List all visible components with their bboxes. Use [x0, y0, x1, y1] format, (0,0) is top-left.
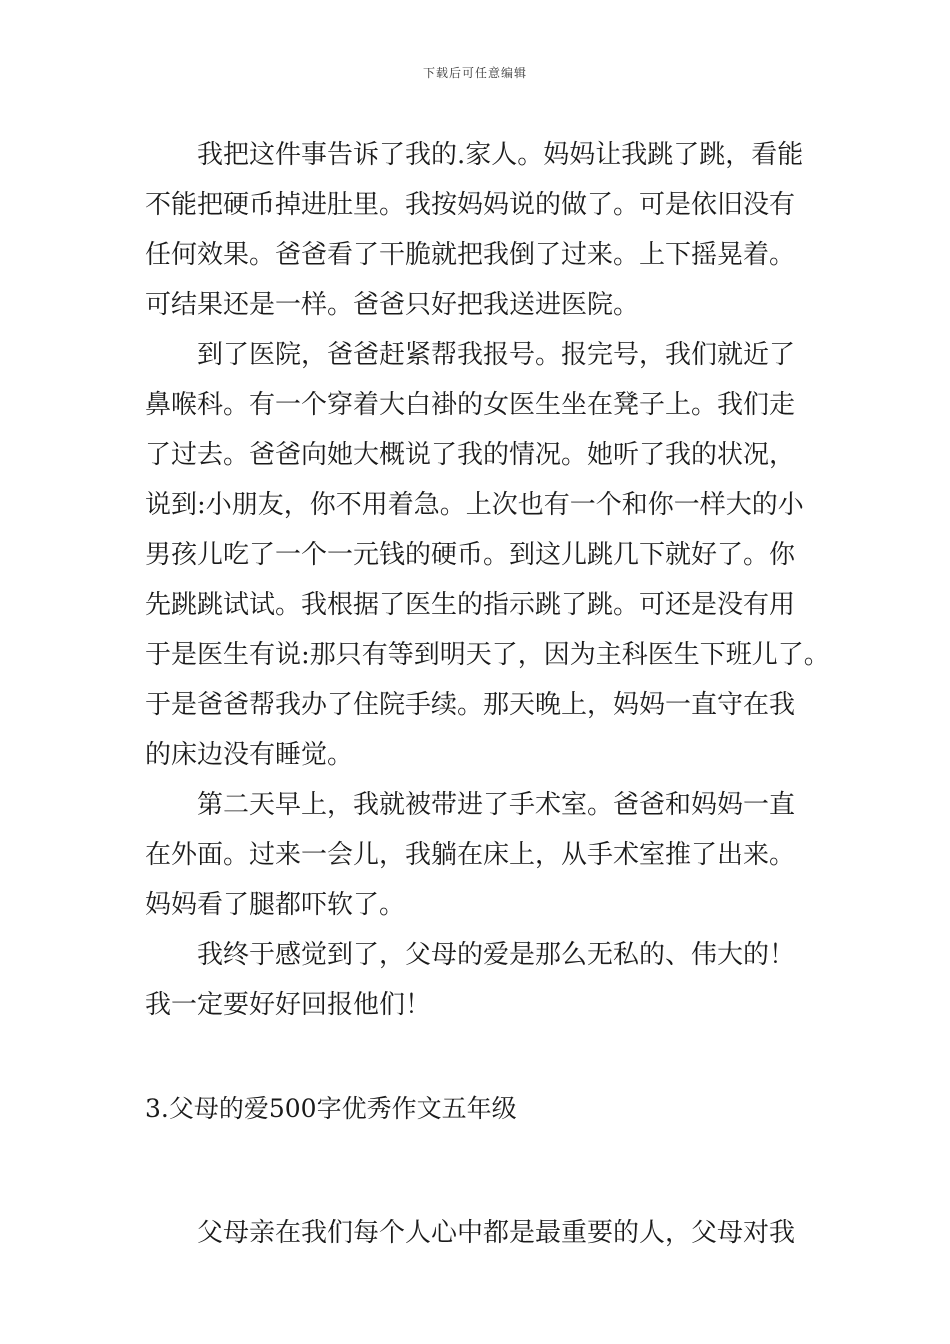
section-title: 3.父母的爱500字优秀作文五年级 [145, 1094, 517, 1123]
paragraph-line: 父母亲在我们每个人心中都是最重要的人，父母对我 [197, 1218, 796, 1248]
paragraph-line: 在外面。过来一会儿，我躺在床上，从手术室推了出来。 [145, 840, 796, 870]
paragraph-3 [145, 780, 815, 930]
paragraph-line: 不能把硬币掉进肚里。我按妈妈说的做了。可是依旧没有 [145, 190, 796, 220]
spacer [145, 1030, 815, 1084]
paragraph-line: 于是医生有说:那只有等到明天了，因为主科医生下班儿了。 [145, 640, 830, 670]
paragraph-line: 可结果还是一样。爸爸只好把我送进医院。 [145, 290, 640, 320]
paragraph-line: 于是爸爸帮我办了住院手续。那天晚上，妈妈一直守在我 [145, 690, 796, 720]
paragraph-line: 男孩儿吃了一个一元钱的硬币。到这儿跳几下就好了。你 [145, 540, 796, 570]
paragraph-line: 妈妈看了腿都吓软了。 [145, 890, 406, 920]
paragraph-line: 我把这件事告诉了我的.家人。妈妈让我跳了跳，看能 [197, 140, 804, 170]
paragraph-1 [145, 130, 815, 330]
paragraph-line: 鼻喉科。有一个穿着大白褂的女医生坐在凳子上。我们走 [145, 390, 796, 420]
spacer [145, 1134, 815, 1208]
paragraph-2 [145, 330, 830, 780]
paragraph-line: 说到:小朋友，你不用着急。上次也有一个和你一样大的小 [145, 490, 804, 520]
paragraph-5 [145, 1208, 815, 1258]
paragraph-line: 的床边没有睡觉。 [145, 740, 354, 770]
paragraph-line: 第二天早上，我就被带进了手术室。爸爸和妈妈一直 [197, 790, 796, 820]
document-body [145, 130, 830, 1258]
paragraph-line: 任何效果。爸爸看了干脆就把我倒了过来。上下摇晃着。 [145, 240, 796, 270]
paragraph-line: 我终于感觉到了，父母的爱是那么无私的、伟大的！ [197, 940, 796, 970]
page-header: 下载后可任意编辑 [422, 66, 527, 80]
paragraph-line: 了过去。爸爸向她大概说了我的情况。她听了我的状况， [145, 440, 796, 470]
paragraph-line: 到了医院，爸爸赶紧帮我报号。报完号，我们就近了 [197, 340, 796, 370]
paragraph-line: 先跳跳试试。我根据了医生的指示跳了跳。可还是没有用 [145, 590, 796, 620]
paragraph-4 [145, 930, 815, 1030]
paragraph-line: 我一定要好好回报他们！ [145, 990, 432, 1020]
